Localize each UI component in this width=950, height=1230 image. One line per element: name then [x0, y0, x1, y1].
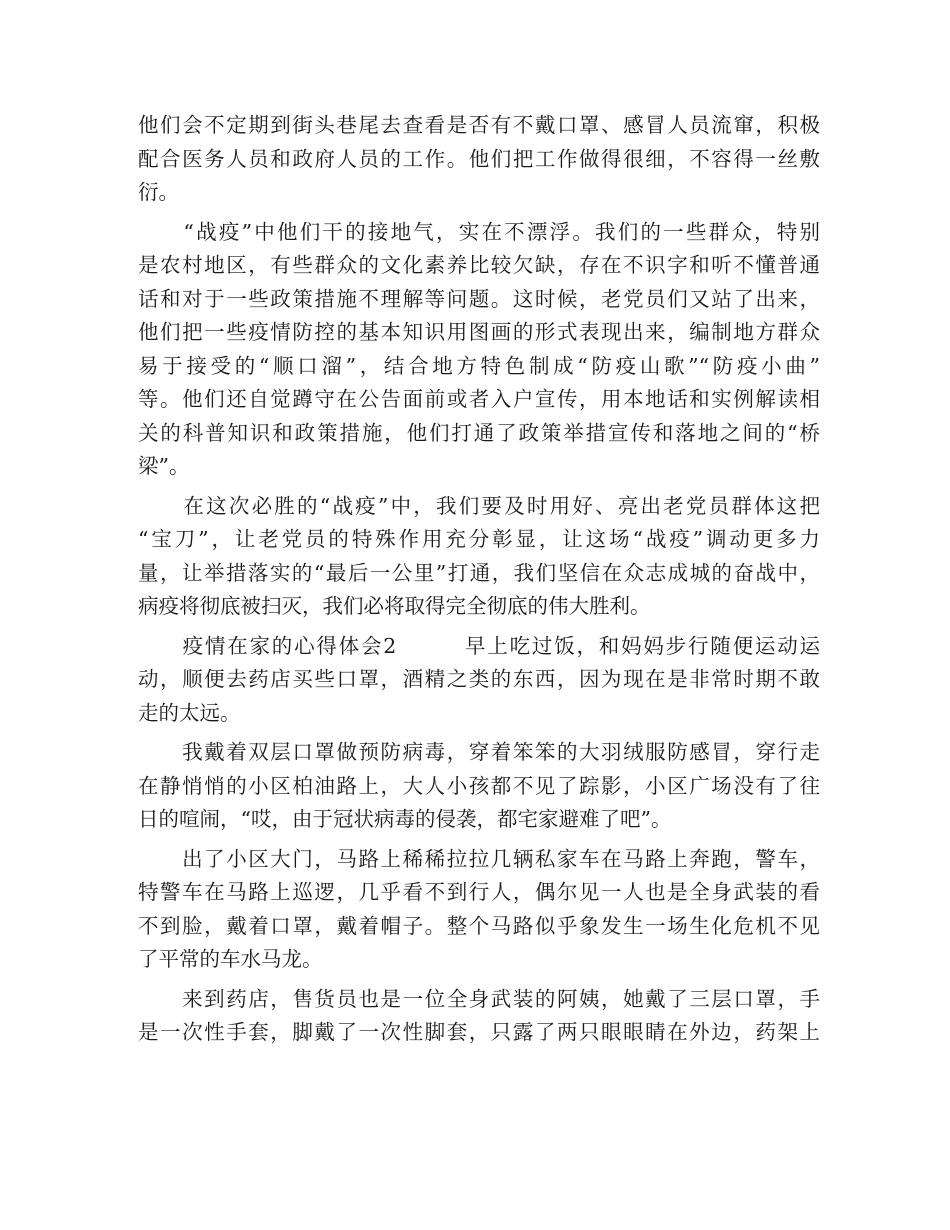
- paragraph: [138, 736, 820, 837]
- text-line: 特警车在马路上巡逻，几乎看不到行人，偶尔见一人也是全身武装的看: [138, 880, 820, 904]
- text-line: 他们把一些疫情防控的基本知识用图画的形式表现出来，编制地方群众: [138, 320, 820, 344]
- text-line: 疫情在家的心得体会2 早上吃过饭，和妈妈步行随便运动运: [138, 633, 820, 658]
- text-line: 病疫将彻底被扫灭，我们必将取得完全彻底的伟大胜利。: [138, 594, 651, 618]
- paragraph: [138, 630, 820, 731]
- text-line: 梁”。: [138, 454, 190, 478]
- paragraph: [138, 216, 820, 484]
- text-line: “宝刀”，让老党员的特殊作用充分彰显，让这场“战疫”调动更多力: [138, 527, 820, 551]
- text-line: 衍。: [138, 180, 179, 204]
- paragraph: [138, 490, 820, 624]
- text-line: 易于接受的“顺口溜”，结合地方特色制成“防疫山歌”“防疫小曲”: [138, 353, 820, 378]
- text-line: 关的科普知识和政策措施，他们打通了政策举措宣传和落地之间的“桥: [138, 420, 820, 445]
- text-line: 日的喧闹，“哎，由于冠状病毒的侵袭，都宅家避难了吧”。: [138, 807, 672, 831]
- text-line: 了平常的车水马龙。: [138, 947, 323, 971]
- text-line: 我戴着双层口罩做预防病毒，穿着笨笨的大羽绒服防感冒，穿行走: [138, 740, 820, 764]
- text-line: “战疫”中他们干的接地气，实在不漂浮。我们的一些群众，特别: [138, 219, 820, 244]
- text-line: 在静悄悄的小区柏油路上，大人小孩都不见了踪影，小区广场没有了往: [138, 773, 820, 798]
- text-line: 话和对于一些政策措施不理解等问题。这时候，老党员们又站了出来，: [138, 286, 820, 311]
- text-line: 不到脸，戴着口罩，戴着帽子。整个马路似乎象发生一场生化危机不见: [138, 913, 820, 938]
- paragraph: [138, 983, 820, 1050]
- document-body: [138, 109, 820, 1050]
- text-line: 等。他们还自觉蹲守在公告面前或者入户宣传，用本地话和实例解读相: [138, 387, 820, 411]
- text-line: 动，顺便去药店买些口罩，酒精之类的东西，因为现在是非常时期不敢: [138, 667, 820, 691]
- text-line: 量，让举措落实的“最后一公里”打通，我们坚信在众志成城的奋战中，: [138, 560, 820, 585]
- text-line: 是农村地区，有些群众的文化素养比较欠缺，存在不识字和听不懂普通: [138, 253, 820, 277]
- text-line: 走的太远。: [138, 700, 241, 725]
- text-line: 在这次必胜的“战疫”中，我们要及时用好、亮出老党员群体这把: [138, 493, 820, 518]
- text-line: 他们会不定期到街头巷尾去查看是否有不戴口罩、感冒人员流窜，积极: [138, 113, 820, 137]
- paragraph: [138, 843, 820, 977]
- text-line: 出了小区大门，马路上稀稀拉拉几辆私家车在马路上奔跑，警车，: [138, 846, 820, 871]
- text-line: 来到药店，售货员也是一位全身武装的阿姨，她戴了三层口罩，手: [138, 986, 820, 1011]
- text-line: 是一次性手套，脚戴了一次性脚套，只露了两只眼眼睛在外边，药架上: [138, 1020, 820, 1044]
- paragraph: [138, 109, 820, 210]
- text-line: 配合医务人员和政府人员的工作。他们把工作做得很细，不容得一丝敷: [138, 146, 820, 171]
